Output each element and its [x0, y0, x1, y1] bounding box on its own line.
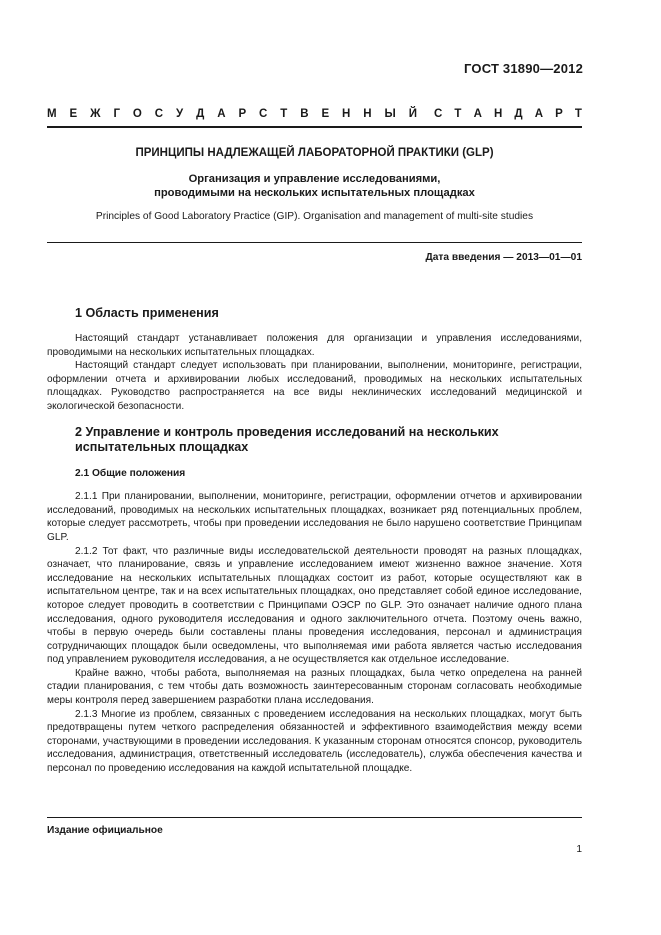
banner-word-standard — [434, 108, 582, 120]
official-edition-label: Издание официальное — [47, 825, 163, 836]
banner-letter: Т — [574, 108, 582, 120]
page-number: 1 — [576, 844, 582, 855]
subtitle-line-2: проводимыми на нескольких испытательных площадках — [154, 187, 475, 199]
subtitle-line-1: Организация и управление исследованиями, — [188, 173, 441, 185]
banner-letter: М — [47, 108, 57, 120]
banner-letter: Т — [454, 108, 462, 120]
clause-2-1-2-continued: Крайне важно, чтобы работа, выполняемая на разных площадках, была четко определена на ранней стадии планирования, с тем чтобы дать возможность заинтересованным сторонам согласовать необходимые меры контроля перед завершением разработки плана исследования. — [47, 667, 582, 707]
document-subtitle — [47, 172, 582, 200]
clause-2-1-1: 2.1.1 При планировании, выполнении, мониторинге, регистрации, оформлении отчетов и архивировании исследований, проводимых на нескольких испытательных площадках, возникает ряд потенциальных проблем, которые следует рассмотреть, чтобы при проведении исследования не было нарушено соответствие Принципам GLP. — [47, 491, 582, 543]
banner-letter: В — [300, 108, 309, 120]
banner-letter: Е — [69, 108, 78, 120]
banner-letter: А — [473, 108, 482, 120]
banner-letter: А — [217, 108, 226, 120]
standard-type-banner — [47, 108, 582, 120]
section-1-paragraph-1: Настоящий стандарт устанавливает положения для организации и управления исследованиями, проводимыми на нескольких испытательных площадках. — [47, 333, 582, 358]
banner-letter: Д — [196, 108, 205, 120]
banner-word-interstate — [47, 108, 417, 120]
banner-letter: Р — [555, 108, 563, 120]
banner-letter: Т — [280, 108, 288, 120]
document-body — [47, 306, 582, 776]
banner-letter: Н — [493, 108, 503, 120]
banner-letter: Р — [238, 108, 247, 120]
banner-letter: Е — [321, 108, 330, 120]
banner-letter: Н — [363, 108, 372, 120]
section-1-paragraph-2: Настоящий стандарт следует использовать при планировании, выполнении, мониторинге, регистрации, оформлении отчета и архивировании любых исследований, проводимых на нескольких испытательных площадках. Руководство распространяется на все виды неклинических исследований медицинской и экологической безопасности. — [47, 360, 582, 412]
banner-letter: Ж — [90, 108, 101, 120]
english-title: Principles of Good Laboratory Practice (GIP). Organisation and management of multi-site studies — [95, 211, 534, 222]
banner-letter: Й — [408, 108, 417, 120]
banner-letter: Н — [342, 108, 351, 120]
banner-letter: Д — [514, 108, 523, 120]
document-title: ПРИНЦИПЫ НАДЛЕЖАЩЕЙ ЛАБОРАТОРНОЙ ПРАКТИКИ (GLP) — [135, 147, 494, 159]
banner-letter: С — [154, 108, 164, 120]
banner-letter: О — [132, 108, 142, 120]
section-1-heading: 1 Область применения — [75, 306, 219, 320]
section-2-heading: 2 Управление и контроль проведения исследований на нескольких испытательных площадках — [75, 424, 499, 454]
introduction-date: Дата введения — 2013—01—01 — [425, 252, 582, 263]
banner-letter: С — [434, 108, 443, 120]
banner-letter: Г — [113, 108, 120, 120]
banner-letter: Ы — [384, 108, 396, 120]
standard-code: ГОСТ 31890—2012 — [464, 61, 583, 76]
subsection-2-1-heading: 2.1 Общие положения — [75, 467, 186, 479]
banner-letter: А — [534, 108, 544, 120]
banner-letter: С — [259, 108, 268, 120]
banner-letter: У — [176, 108, 184, 120]
top-rule — [47, 126, 582, 128]
clause-2-1-3: 2.1.3 Многие из проблем, связанных с проведением исследования на нескольких площадках, могут быть предотвращены путем четкого распределения обязанностей и эффективного взаимодействия между всеми сторонами, участвующими в проведении исследования. К указанным сторонам относятся спонсор, руководитель исследования, администрация, ответственный исследователь (исследователь), служба обеспечения качества и персонал по проведению исследования на каждой испытательной площадке. — [47, 708, 582, 775]
footer-rule — [47, 817, 582, 818]
clause-2-1-2: 2.1.2 Тот факт, что различные виды исследовательской деятельности проводят на разных площадках, означает, что планирование, связь и управление исследованием имеют жизненно важное значение. Хотя исследование на нескольких испытательных площадках состоит из работ, которые осуществляют как в испытательном центре, так и на всех испытательных площадках, оно представляет собой единое исследование, которое следует проводить в соответствии с Принципами ОЭСР по GLP. Это означает наличие одного плана исследования, одного руководителя исследования и одного заключительного отчета. Поэтому очень важно, чтобы в первую очередь были составлены планы проведения исследования, персонал и администрация сотрудничающих площадок были осведомлены, что выполняемая ими работа является частью исследования под управлением руководителя исследования, а не осуществляется как отдельное исследование. — [47, 545, 582, 666]
title-rule — [47, 242, 582, 243]
